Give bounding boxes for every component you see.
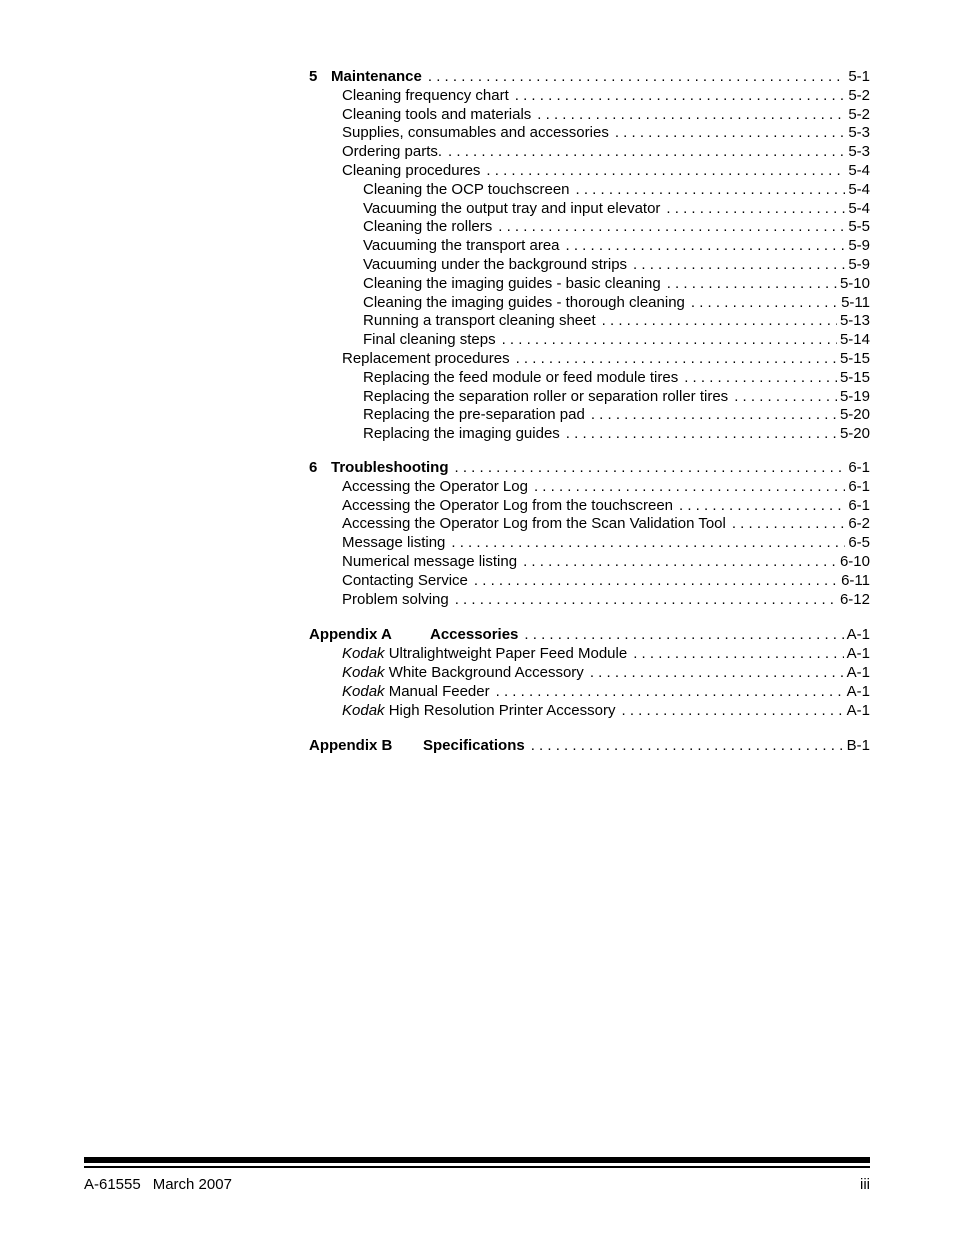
page-number: 5-19 (839, 387, 870, 405)
section-spacer (309, 720, 870, 737)
dot-leader (621, 702, 843, 721)
page-number: 6-5 (848, 534, 870, 552)
entry-title-text: Ultralightweight Paper Feed Module (384, 645, 628, 663)
page-number: 5-13 (839, 312, 870, 330)
page-number: 6-1 (848, 458, 870, 476)
toc-entry[interactable] (309, 572, 870, 591)
page-number: 5-4 (848, 199, 870, 217)
entry-title: Cleaning procedures (342, 161, 481, 179)
toc-entry[interactable] (309, 425, 870, 444)
brand-name: Kodak (342, 701, 385, 719)
brand-name: Kodak (342, 682, 385, 700)
toc-chapter-5-entries (309, 87, 870, 444)
page-number: 5-14 (839, 331, 870, 349)
entry-title: Replacing the imaging guides (363, 425, 560, 443)
page-number: 6-2 (848, 515, 870, 533)
toc-entry[interactable] (309, 645, 870, 664)
toc-entry[interactable] (309, 124, 870, 143)
dot-leader (602, 312, 837, 331)
page-number: A-1 (846, 626, 870, 644)
dot-leader (474, 572, 838, 591)
entry-title: Message listing (342, 534, 446, 552)
dot-leader (566, 425, 837, 444)
toc-entry[interactable] (309, 591, 870, 610)
dot-leader (633, 645, 843, 664)
page-number: A-1 (846, 682, 870, 700)
footer-document-info (84, 1176, 244, 1193)
toc-entry[interactable] (309, 218, 870, 237)
entry-title: Vacuuming the transport area (363, 237, 560, 255)
entry-title: Cleaning the imaging guides - thorough cleaning (363, 293, 685, 311)
toc-entry[interactable] (309, 181, 870, 200)
entry-title: Replacing the pre-separation pad (363, 406, 585, 424)
dot-leader (615, 124, 845, 143)
dot-leader (502, 331, 837, 350)
toc-entry[interactable] (309, 369, 870, 388)
section-spacer (309, 609, 870, 626)
entry-title-text: White Background Accessory (384, 663, 584, 681)
page-number: 5-3 (848, 143, 870, 161)
dot-leader (448, 143, 845, 162)
page-number: 6-12 (839, 590, 870, 608)
brand-name: Kodak (342, 645, 385, 663)
entry-title: Vacuuming under the background strips (363, 255, 628, 273)
page-number: 5-4 (848, 180, 870, 198)
dot-leader (455, 591, 837, 610)
dot-leader (679, 497, 845, 516)
dot-leader (515, 87, 846, 106)
dot-leader (534, 478, 845, 497)
entry-title (342, 702, 615, 721)
page-number: 5-20 (839, 406, 870, 424)
dot-leader (566, 237, 846, 256)
toc-entry[interactable] (309, 237, 870, 256)
toc-chapter-5[interactable] (309, 68, 870, 87)
page-number: 5-15 (839, 349, 870, 367)
page-number: 5-9 (848, 255, 870, 273)
entry-title (342, 645, 627, 664)
entry-title: Problem solving (342, 590, 449, 608)
toc-appendix-a-entries (309, 645, 870, 720)
page-number: 5-11 (841, 293, 870, 311)
toc-entry[interactable] (309, 702, 870, 721)
dot-leader (633, 256, 845, 275)
toc-entry[interactable] (309, 275, 870, 294)
entry-title: Replacing the separation roller or separation roller tires (363, 387, 729, 405)
dot-leader (524, 626, 843, 645)
dot-leader (691, 294, 838, 313)
dot-leader (667, 275, 837, 294)
dot-leader (496, 683, 844, 702)
entry-title: Cleaning the OCP touchscreen (363, 180, 570, 198)
chapter-title: Troubleshooting (331, 458, 449, 476)
page-number: 5-20 (839, 425, 870, 443)
dot-leader (684, 369, 837, 388)
dot-leader (523, 553, 837, 572)
toc-entry[interactable] (309, 162, 870, 181)
chapter-number: 5 (309, 68, 318, 85)
dot-leader (576, 181, 846, 200)
toc-appendix-a[interactable] (309, 626, 870, 645)
chapter-title: Maintenance (331, 68, 422, 85)
entry-title: Final cleaning steps (363, 331, 496, 349)
dot-leader (537, 106, 845, 125)
appendix-label: Appendix B (309, 737, 393, 755)
toc-chapter-6-entries (309, 478, 870, 610)
page-number: 5-10 (839, 274, 870, 292)
entry-title-text: Manual Feeder (384, 682, 490, 700)
appendix-label: Appendix A (309, 626, 392, 644)
toc-entry[interactable] (309, 350, 870, 369)
entry-title: Cleaning tools and materials (342, 105, 532, 123)
toc-appendix-b[interactable] (309, 737, 870, 756)
page-number: 6-10 (839, 552, 870, 570)
dot-leader (498, 218, 845, 237)
dot-leader (590, 664, 844, 683)
toc-entry[interactable] (309, 294, 870, 313)
entry-title: Numerical message listing (342, 552, 518, 570)
footer-page-number: iii (860, 1176, 870, 1193)
dot-leader (516, 350, 837, 369)
document-date: March 2007 (152, 1176, 232, 1193)
footer-rule-thick (84, 1157, 870, 1163)
toc-entry[interactable] (309, 87, 870, 106)
appendix-title: Accessories (430, 626, 519, 644)
toc-entry[interactable] (309, 534, 870, 553)
entry-title: Accessing the Operator Log (342, 477, 528, 495)
toc-entry[interactable] (309, 664, 870, 683)
entry-title: Contacting Service (342, 571, 468, 589)
page-number: 5-2 (848, 86, 870, 104)
toc-entry[interactable] (309, 497, 870, 516)
entry-title: Accessing the Operator Log from the Scan Validation Tool (342, 515, 726, 533)
page-number: A-1 (846, 645, 870, 663)
dot-leader (734, 388, 837, 407)
page-number: 5-4 (848, 161, 870, 179)
toc-entry[interactable] (309, 143, 870, 162)
entry-title (342, 664, 584, 683)
entry-title: Ordering parts. (342, 143, 443, 161)
entry-title: Cleaning frequency chart (342, 86, 509, 104)
toc-entry[interactable] (309, 388, 870, 407)
toc-entry[interactable] (309, 553, 870, 572)
document-number: A-61555 (84, 1176, 141, 1193)
brand-name: Kodak (342, 663, 385, 681)
entry-title: Replacement procedures (342, 349, 510, 367)
chapter-number: 6 (309, 458, 318, 476)
section-spacer (309, 444, 870, 459)
entry-title: Supplies, consumables and accessories (342, 124, 609, 142)
entry-title: Cleaning the rollers (363, 218, 493, 236)
table-of-contents (309, 68, 870, 756)
toc-entry[interactable] (309, 312, 870, 331)
page-number: 6-11 (841, 571, 870, 589)
toc-entry[interactable] (309, 683, 870, 702)
dot-leader (451, 534, 845, 553)
dot-leader (428, 68, 845, 87)
page-number: 5-5 (848, 218, 870, 236)
page-number: A-1 (846, 663, 870, 681)
entry-title: Replacing the feed module or feed module tires (363, 368, 679, 386)
dot-leader (455, 459, 846, 478)
toc-entry[interactable] (309, 200, 870, 219)
page-number: B-1 (846, 737, 870, 755)
page-number: 5-3 (848, 124, 870, 142)
dot-leader (666, 200, 845, 219)
page-number: 6-1 (848, 477, 870, 495)
page-number: 6-1 (848, 496, 870, 514)
dot-leader (732, 515, 845, 534)
dot-leader (486, 162, 845, 181)
toc-entry[interactable] (309, 406, 870, 425)
toc-entry[interactable] (309, 106, 870, 125)
entry-title: Accessing the Operator Log from the touchscreen (342, 496, 674, 514)
footer-rule-thin (84, 1166, 870, 1168)
dot-leader (531, 737, 844, 756)
toc-entry[interactable] (309, 515, 870, 534)
entry-title: Running a transport cleaning sheet (363, 312, 596, 330)
entry-title-text: High Resolution Printer Accessory (384, 701, 616, 719)
page-number: 5-1 (848, 68, 870, 85)
entry-title (342, 683, 490, 702)
entry-title: Cleaning the imaging guides - basic cleaning (363, 274, 661, 292)
entry-title: Vacuuming the output tray and input elevator (363, 199, 661, 217)
page-number: 5-9 (848, 237, 870, 255)
toc-chapter-6[interactable] (309, 459, 870, 478)
toc-entry[interactable] (309, 256, 870, 275)
appendix-title: Specifications (423, 737, 525, 755)
page-number: A-1 (846, 701, 870, 719)
dot-leader (591, 406, 837, 425)
toc-entry[interactable] (309, 478, 870, 497)
page-number: 5-15 (839, 368, 870, 386)
toc-entry[interactable] (309, 331, 870, 350)
page-number: 5-2 (848, 105, 870, 123)
